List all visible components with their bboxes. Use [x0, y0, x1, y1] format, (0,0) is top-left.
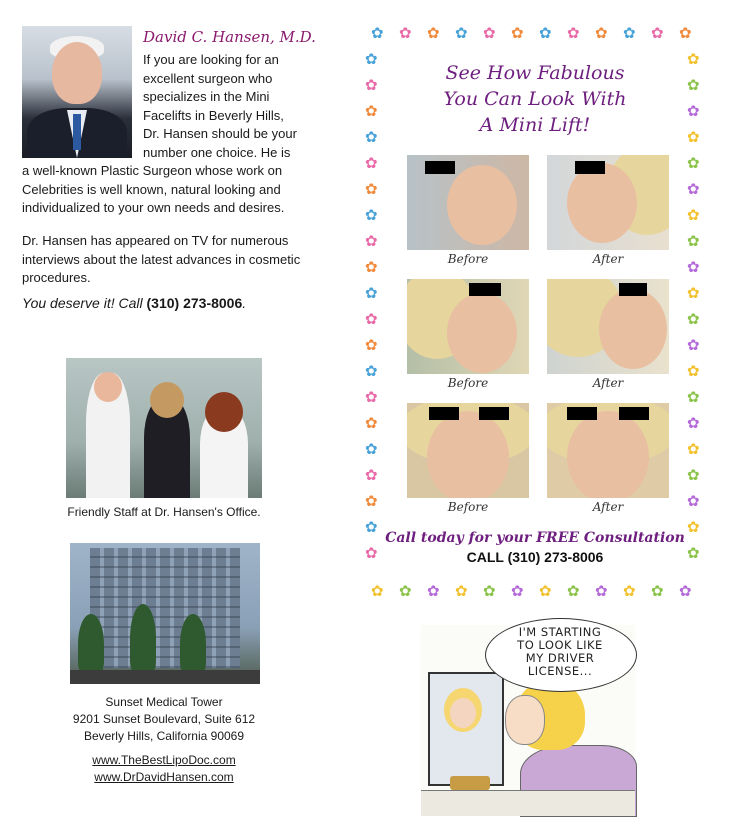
bio-line: Facelifts in Beverly Hills,: [143, 107, 284, 123]
after-photo-1: [547, 155, 669, 250]
flower-icon: ✿: [365, 544, 378, 562]
caption-after: After: [592, 376, 624, 390]
flower-icon: ✿: [483, 582, 496, 600]
caption-before: Before: [447, 500, 489, 514]
staff-caption: Friendly Staff at Dr. Hansen's Office.: [67, 505, 261, 519]
promo-headline: [400, 60, 670, 138]
flower-icon: ✿: [623, 24, 636, 42]
bio-line: specializes in the Mini: [143, 89, 270, 104]
building-photo: [70, 543, 260, 684]
address-city: Beverly Hills, California 90069: [83, 729, 245, 743]
cartoon-woman-face: [505, 695, 545, 745]
tv-paragraph: Dr. Hansen has appeared on TV for numerous interviews about the latest advances in cosmetic procedures.: [22, 233, 301, 285]
flower-icon: ✿: [365, 414, 378, 432]
flower-icon: ✿: [483, 24, 496, 42]
flower-icon: ✿: [371, 24, 384, 42]
flower-icon: ✿: [365, 76, 378, 94]
flower-icon: ✿: [539, 24, 552, 42]
cartoon-counter: [421, 790, 635, 816]
flower-icon: ✿: [687, 388, 700, 406]
headline-line: See How Fabulous: [445, 62, 625, 84]
mirror: [428, 672, 504, 786]
flower-icon: ✿: [365, 518, 378, 536]
bio-line: number one choice. He is: [143, 144, 291, 160]
flower-icon: ✿: [687, 544, 700, 562]
flower-icon: ✿: [365, 258, 378, 276]
flower-icon: ✿: [687, 76, 700, 94]
flower-icon: ✿: [365, 466, 378, 484]
caption-after: After: [592, 500, 624, 514]
flower-icon: ✿: [365, 50, 378, 68]
flower-icon: ✿: [687, 466, 700, 484]
flower-icon: ✿: [365, 232, 378, 250]
caption-before: Before: [447, 252, 489, 266]
flower-icon: ✿: [567, 24, 580, 42]
flower-icon: ✿: [365, 206, 378, 224]
staff-photo: [66, 358, 262, 498]
flower-icon: ✿: [687, 232, 700, 250]
address-street: 9201 Sunset Boulevard, Suite 612: [72, 712, 256, 726]
flower-icon: ✿: [687, 518, 700, 536]
flower-icon: ✿: [365, 284, 378, 302]
cta-phone: (310) 273-8006: [146, 295, 243, 311]
speech-bubble-text: [492, 626, 628, 678]
flower-icon: ✿: [365, 128, 378, 146]
flower-icon: ✿: [371, 582, 384, 600]
flower-icon: ✿: [687, 362, 700, 380]
before-photo-2: [407, 279, 529, 374]
bio-line: If you are looking for an: [143, 52, 279, 67]
flower-icon: ✿: [539, 582, 552, 600]
flower-icon: ✿: [651, 582, 664, 600]
headline-line: A Mini Lift!: [479, 114, 591, 136]
caption-before: Before: [447, 376, 489, 390]
flower-icon: ✿: [365, 336, 378, 354]
link-drdavidhansen[interactable]: www.DrDavidHansen.com: [94, 770, 234, 784]
flower-icon: ✿: [365, 440, 378, 458]
bio-line: excellent surgeon who: [143, 70, 273, 86]
flower-icon: ✿: [365, 310, 378, 328]
before-photo-3: [407, 403, 529, 498]
flower-icon: ✿: [399, 24, 412, 42]
bio-line: Celebrities is well known, natural looking and: [22, 181, 281, 197]
flower-icon: ✿: [687, 128, 700, 146]
flower-icon: ✿: [455, 582, 468, 600]
after-photo-3: [547, 403, 669, 498]
flower-icon: ✿: [455, 24, 468, 42]
flower-icon: ✿: [511, 24, 524, 42]
call-phone-text: CALL (310) 273-8006: [466, 549, 604, 565]
doctor-bio: [22, 51, 312, 218]
call-to-action: [22, 295, 246, 311]
flower-icon: ✿: [365, 180, 378, 198]
flower-icon: ✿: [687, 206, 700, 224]
flower-icon: ✿: [687, 50, 700, 68]
flower-icon: ✿: [365, 388, 378, 406]
free-consultation-text: Call today for your FREE Consultation: [385, 530, 685, 546]
flower-icon: ✿: [365, 102, 378, 120]
flower-icon: ✿: [687, 492, 700, 510]
flower-icon: ✿: [687, 180, 700, 198]
flower-icon: ✿: [687, 154, 700, 172]
flower-icon: ✿: [687, 258, 700, 276]
flower-icon: ✿: [687, 310, 700, 328]
cta-end: .: [242, 295, 247, 311]
flower-icon: ✿: [679, 24, 692, 42]
doctor-name: David C. Hansen, M.D.: [143, 28, 316, 46]
bio-line: individualized to your own needs and desires.: [22, 200, 285, 215]
bio-line: Dr. Hansen should be your: [143, 126, 297, 141]
bubble-line: TO LOOK LIKE: [517, 638, 603, 652]
website-links: [66, 752, 262, 786]
flower-icon: ✿: [687, 336, 700, 354]
flower-icon: ✿: [427, 24, 440, 42]
flower-icon: ✿: [651, 24, 664, 42]
after-photo-2: [547, 279, 669, 374]
flower-icon: ✿: [687, 414, 700, 432]
flower-icon: ✿: [365, 362, 378, 380]
flower-icon: ✿: [365, 492, 378, 510]
address-building: Sunset Medical Tower: [105, 695, 223, 709]
bubble-line: MY DRIVER: [525, 651, 595, 665]
before-photo-1: [407, 155, 529, 250]
flower-icon: ✿: [567, 582, 580, 600]
bubble-line: I'M STARTING: [518, 625, 602, 639]
headline-line: You Can Look With: [443, 88, 627, 110]
flower-icon: ✿: [623, 582, 636, 600]
flower-icon: ✿: [687, 440, 700, 458]
flower-icon: ✿: [679, 582, 692, 600]
flower-icon: ✿: [365, 154, 378, 172]
caption-after: After: [592, 252, 624, 266]
flower-icon: ✿: [511, 582, 524, 600]
flower-icon: ✿: [427, 582, 440, 600]
flower-icon: ✿: [687, 102, 700, 120]
bio-line: a well-known Plastic Surgeon whose work on: [22, 163, 283, 178]
cta-text: You deserve it! Call: [22, 295, 147, 311]
flower-icon: ✿: [399, 582, 412, 600]
link-bestlipodoc[interactable]: www.TheBestLipoDoc.com: [92, 753, 236, 767]
office-address: [66, 694, 262, 745]
bubble-line: LICENSE...: [527, 664, 593, 678]
flower-icon: ✿: [595, 24, 608, 42]
flower-icon: ✿: [595, 582, 608, 600]
flower-icon: ✿: [687, 284, 700, 302]
cartoon-object: [450, 776, 490, 790]
